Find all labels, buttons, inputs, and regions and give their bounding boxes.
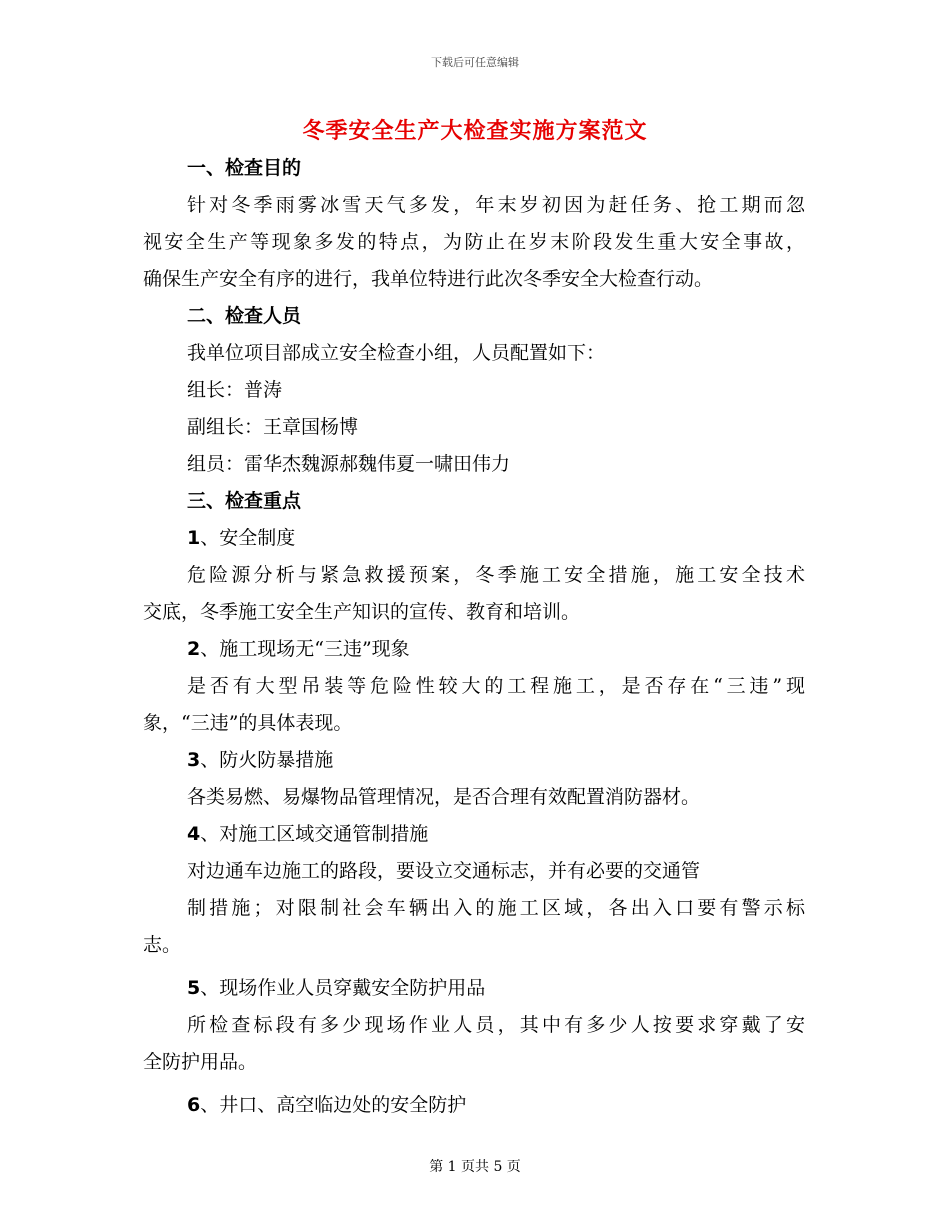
focus-item-heading-2: [143, 631, 805, 668]
document-body: [143, 150, 805, 1124]
item-number: 5: [187, 977, 201, 999]
focus-item-heading-4: [143, 816, 805, 853]
paragraph-line: 视安全生产等现象多发的特点，为防止在岁末阶段发生重大安全事故，: [143, 231, 805, 253]
document-title: 冬季安全生产大检查实施方案范文: [302, 119, 648, 144]
paragraph-line: 象，“三违”的具体表现。: [143, 712, 353, 734]
section-heading-personnel: 二、检查人员: [187, 305, 302, 327]
personnel-members: 组员：雷华杰魏源郝魏伟夏一啸田伟力: [187, 453, 511, 475]
item-number: 6: [187, 1094, 201, 1116]
paragraph-line: 全防护用品。: [143, 1051, 258, 1073]
personnel-leader: 组长：普涛: [187, 379, 283, 401]
paragraph-line: 确保生产安全有序的进行，我单位特进行此次冬季安全大检查行动。: [143, 268, 714, 290]
section-heading-purpose: 一、检查目的: [187, 157, 302, 179]
item-label: 、安全制度: [200, 527, 296, 549]
item-number: 2: [187, 638, 201, 660]
item-label: 、井口、高空临边处的安全防护: [200, 1094, 467, 1116]
paragraph-line: 制措施；对限制社会车辆出入的施工区域，各出入口要有警示标: [187, 897, 805, 919]
paragraph-line: 志。: [143, 934, 182, 956]
paragraph-line: 危险源分析与紧急救援预案，冬季施工安全措施，施工安全技术: [187, 564, 805, 586]
focus-item-heading-6: [143, 1087, 805, 1124]
item-number: 1: [187, 527, 201, 549]
personnel-deputy: 副组长：王章国杨博: [187, 416, 359, 438]
item-label: 、现场作业人员穿戴安全防护用品: [200, 977, 486, 999]
item-number: 4: [187, 823, 201, 845]
paragraph-line: 对边通车边施工的路段，要设立交通标志，并有必要的交通管: [187, 860, 701, 882]
focus-item-heading-3: [143, 742, 805, 779]
paragraph-line: 针对冬季雨雾冰雪天气多发，年末岁初因为赶任务、抢工期而忽: [187, 194, 805, 216]
paragraph-line: 交底，冬季施工安全生产知识的宣传、教育和培训。: [143, 601, 581, 623]
page-footer: 第 1 页共 5 页: [429, 1159, 521, 1175]
paragraph-line: 所检查标段有多少现场作业人员，其中有多少人按要求穿戴了安: [187, 1014, 805, 1036]
item-number: 3: [187, 749, 201, 771]
focus-item-heading-1: [143, 520, 805, 557]
item-label: 、施工现场无“三违”现象: [200, 638, 410, 660]
section-heading-focus: 三、检查重点: [187, 490, 302, 512]
page-header: 下载后可任意编辑: [431, 56, 519, 69]
focus-item-heading-5: [143, 970, 805, 1007]
item-label: 、对施工区域交通管制措施: [200, 823, 429, 845]
paragraph-line: 各类易燃、易爆物品管理情况，是否合理有效配置消防器材。: [187, 786, 701, 808]
item-label: 、防火防暴措施: [200, 749, 334, 771]
personnel-intro: 我单位项目部成立安全检查小组，人员配置如下：: [187, 342, 606, 364]
paragraph-line: 是否有大型吊装等危险性较大的工程施工，是否存在“三违”现: [187, 675, 805, 697]
